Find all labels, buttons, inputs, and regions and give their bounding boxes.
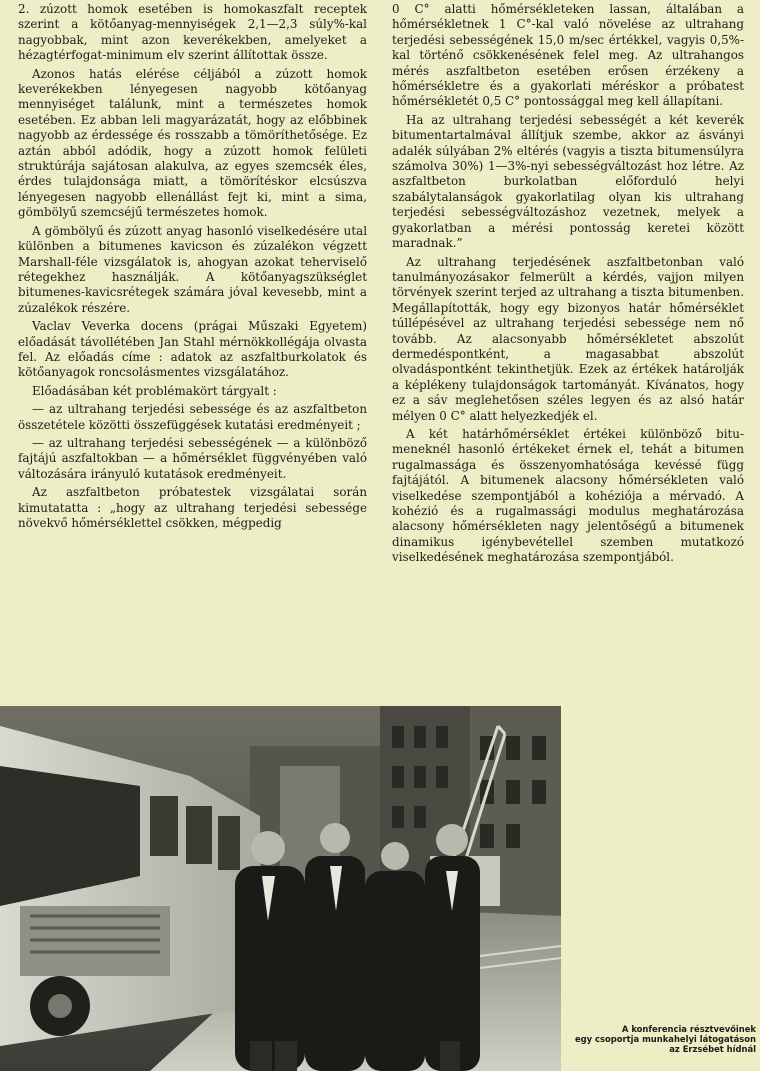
paragraph: A két határhőmérséklet értékei különböző bitumeneknél hasonló értékeket érnek el, tehát a bitumen rugalmassága és összenyomhatósága kevéssé függ fajtájától. A bitumenek alacsony hőmérsékleten való viselkedése szempontjából a kohéziója a mérvadó. A kohézió és a rugalmassági modulus meghatározása alacsony hőmérsékleten nagy jelentőségű a bitumenek dinamikus igénybevétellel szemben mutatkozó viselkedésének meghatározása szempontjából.	[392, 426, 744, 565]
right-text-column	[392, 2, 744, 566]
paragraph: Az aszfaltbeton próbatestek vizsgálatai során kimutatatta : „hogy az ultrahang terjedési sebessége növekvő hőmérséklettel csökken, mégpedig	[18, 485, 367, 530]
caption-line: egy csoportja munkahelyi látogatáson	[575, 1034, 756, 1045]
paragraph: Előadásában két problémakört tárgyalt :	[32, 383, 277, 398]
photo-illustration	[0, 706, 561, 1071]
paragraph: Az ultrahang terjedésének aszfaltbetonban való tanulmányozásakor felmerült a kérdés, vajjon milyen törvények szerint terjed az ultrahang a tiszta bitumenben. Megállapították, hogy egy bizonyos határ hőmérséklet túllépésével az ultrahang terjedési sebessége nem nő tovább. Az alacsonyabb hőmérsékletet abszolút dermedéspontként, a magasabbat abszolút olvadáspontként tekinthetjük. Ezek az értékek határolják a képlékeny tulajdonságok tartományát. Kívánatos, hogy ez a sáv meglehetősen széles legyen és az alsó határ mélyen 0 C° alatt helyezkedjék el.	[392, 254, 744, 423]
paragraph: 2. zúzott homok esetében is homokaszfalt receptek szerint a kötőanyag-mennyiségek 2,1—2,3 súly%-kal nagyobbak, mint azon keverékekben, amelyeket a hézagtérfogat-minimum elv szerint állítottak össze.	[18, 2, 367, 63]
street-group-photo	[0, 706, 561, 1071]
paragraph: A gömbölyű és zúzott anyag hasonló viselkedésére utal különben a bitumenes kavicson és zúzalékon végzett Marshall-féle vizsgálatok is, ahogyan azokat teherviselő rétegekhez használják. A kötőanyagszükséglet bitumenes-kavicsrétegek számára jóval kevesebb, mint a zúzalékok részére.	[18, 223, 367, 315]
paragraph: — az ultrahang terjedési sebességének — a különböző fajtájú aszfaltokban — a hőmérséklet függvényében való változására irányuló kutatások eredményeit.	[18, 435, 367, 481]
paragraph: — az ultrahang terjedési sebessége és az aszfaltbeton összetétele közötti összefüggések kutatási eredményeit ;	[18, 402, 367, 432]
paragraph: Vaclav Veverka docens (prágai Műszaki Egyetem) előadását távollétében Jan Stahl mérnökkollégája olvasta fel. Az előadás címe : adatok az aszfaltburkolatok és kötőanyagok roncsolásmentes vizsgálatához.	[18, 319, 367, 380]
paragraph: 0 C° alatti hőmérsékleteken lassan, általában a hőmérsékletnek 1 C°-kal való növelése az ultrahang terjedési sebességének 15,0 m/sec értékkel, vagyis 0,5%-kal történő csökkenésének felel meg. Az ultrahangos mérés aszfaltbeton esetében erősen érzékeny a hőmérsékletre és a gyakorlati méréskor a próbatest hőmérsékletét 0,5 C° pontossággal meg kell állapítani.	[392, 2, 744, 109]
caption-line: A konferencia résztvevőinek	[621, 1024, 756, 1034]
caption-line: az Erzsébet hídnál	[669, 1044, 756, 1055]
left-text-column	[18, 2, 367, 531]
paragraph: Ha az ultrahang terjedési sebességét a két keverék bitumentartalmával állítjuk szembe, akkor az ásványi adalék súlyában 2% eltérés (vagyis a tiszta bitumensúlyra számolva 30%) 1—3%-nyi sebességváltozást hoz létre. Az aszfaltbeton burkolatban előforduló helyi szabálytalanságok gyakorlatilag olyan kis ultrahang terjedési sebességváltozáshoz vezetnek, melyek a gyakorlatban a mérési pontosság keretei között maradnak.”	[392, 112, 744, 251]
photo-caption	[560, 1024, 756, 1055]
paragraph: Azonos hatás elérése céljából a zúzott homok keverékekben lényegesen nagyobb kötőanyag mennyiséget találunk, mint a természetes homok esetében. Ez abban leli magyarázatát, hogy az előbbinek nagyobb az érdessége és rosszabb a tömöríthetősége. Ez aztán abból adódik, hogy a zúzott homok felületi struktúrája sajátosan alakulva, az egyes szemcsék éles, érdes tulajdonsága miatt, a tömörítéskor elcsúszva lényegesen nagyobb ellenállást fejt ki, mint a sima, gömbölyű szemcséjű természetes homok.	[18, 66, 367, 220]
